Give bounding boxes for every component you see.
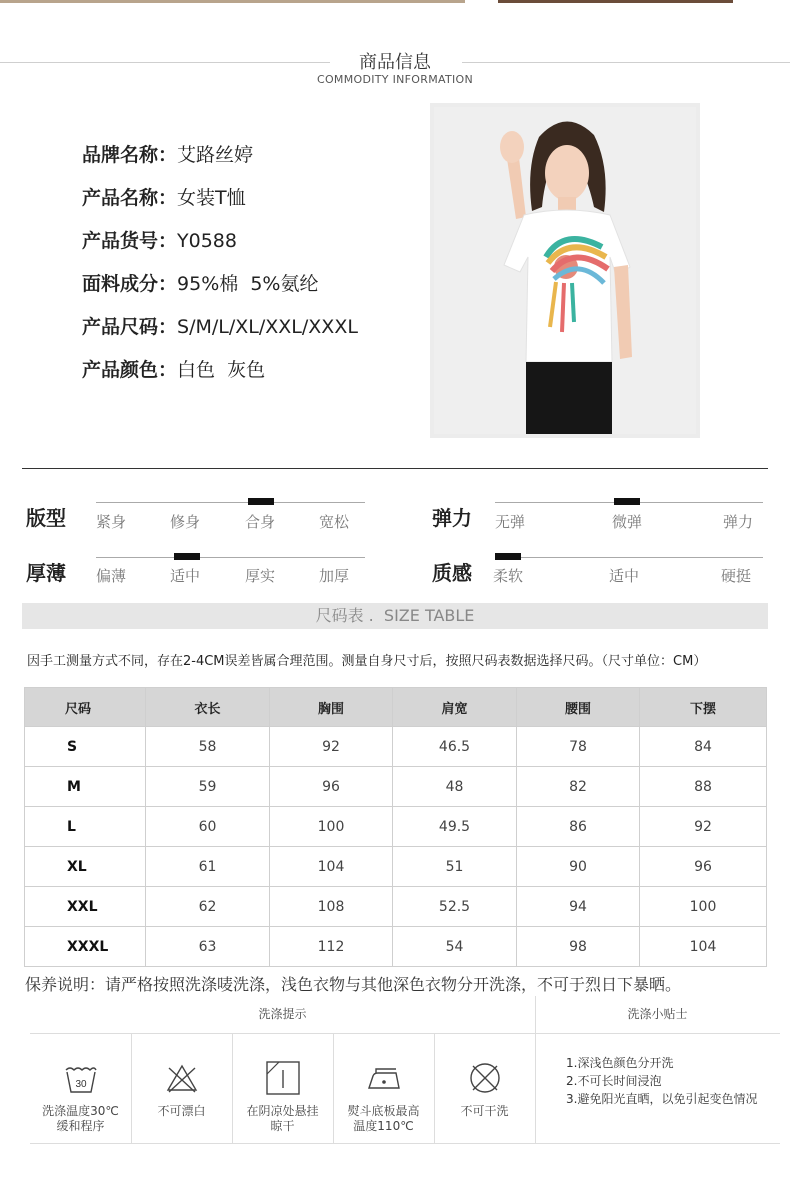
attr-thickness-marker [174, 553, 200, 560]
table-cell: 112 [270, 927, 393, 967]
wash-caption: 洗涤温度30℃ [42, 1104, 119, 1118]
table-cell: L [25, 807, 146, 847]
table-cell: 60 [146, 807, 270, 847]
table-cell: 94 [517, 887, 640, 927]
table-row [25, 847, 767, 887]
wash-caption: 不可漂白 [157, 1104, 206, 1118]
table-cell: M [25, 767, 146, 807]
table-cell: 82 [517, 767, 640, 807]
section-header [0, 48, 790, 92]
table-row [25, 887, 767, 927]
table-cell: 100 [640, 887, 767, 927]
header-cell: 衣长 [146, 688, 270, 727]
wash-tips-header: 洗涤小贴士 [627, 1007, 688, 1021]
wash-tips-list [566, 1054, 757, 1108]
table-row [25, 807, 767, 847]
wash-caption: 缓和程序 [56, 1119, 105, 1133]
wash-caption: 温度110℃ [353, 1119, 414, 1133]
table-cell: 104 [270, 847, 393, 887]
attr-elasticity-marker [614, 498, 640, 505]
table-cell: XXL [25, 887, 146, 927]
table-cell: 63 [146, 927, 270, 967]
product-info-list [82, 140, 422, 398]
table-cell: 59 [146, 767, 270, 807]
table-cell: 62 [146, 887, 270, 927]
table-cell: 96 [640, 847, 767, 887]
wash-cell [232, 1034, 333, 1143]
table-cell: 48 [393, 767, 517, 807]
table-row [25, 767, 767, 807]
table-cell: 108 [270, 887, 393, 927]
attr-fit-option: 紧身 [96, 513, 127, 531]
info-divider [22, 468, 768, 469]
attr-thickness-option: 厚实 [245, 567, 276, 585]
top-decoration [0, 0, 790, 4]
header-cell: 尺码 [25, 688, 146, 727]
attr-texture-name: 质感 [432, 561, 472, 585]
attr-fit-option: 修身 [170, 513, 201, 531]
attr-elasticity [432, 502, 772, 542]
wash-caption: 熨斗底板最高 [347, 1104, 420, 1118]
wash-caption: 不可干洗 [460, 1104, 509, 1118]
no-bleach-icon [164, 1060, 200, 1096]
table-cell: 88 [640, 767, 767, 807]
info-row-sizes: 产品尺码：S/M/L/XL/XXL/XXXL [82, 316, 358, 338]
wash-tip: 2.不可长时间浸泡 [566, 1074, 662, 1088]
attr-elasticity-name: 弹力 [432, 506, 472, 530]
iron-low-icon [366, 1060, 402, 1096]
table-cell: 96 [270, 767, 393, 807]
attr-elasticity-option: 微弹 [612, 513, 643, 531]
table-cell: 90 [517, 847, 640, 887]
attr-thickness-option: 加厚 [319, 567, 350, 585]
header-cell: 腰围 [517, 688, 640, 727]
section-title: 商品信息 [359, 52, 431, 73]
table-cell: 92 [270, 727, 393, 767]
table-cell: 92 [640, 807, 767, 847]
info-row-sku: 产品货号：Y0588 [82, 230, 237, 252]
wash-cell [131, 1034, 232, 1143]
wash-tip: 1.深浅色颜色分开洗 [566, 1056, 674, 1070]
attr-thickness-option: 偏薄 [96, 567, 127, 585]
table-cell: 49.5 [393, 807, 517, 847]
table-cell: 51 [393, 847, 517, 887]
attr-texture [432, 557, 772, 597]
attr-elasticity-option: 弹力 [723, 513, 754, 531]
attr-texture-option: 柔软 [493, 567, 524, 585]
attr-texture-marker [495, 553, 521, 560]
attr-thickness-option: 适中 [170, 567, 201, 585]
table-cell: XL [25, 847, 146, 887]
wash-cell [333, 1034, 434, 1143]
wash-30-icon [63, 1060, 99, 1096]
attr-fit-option: 宽松 [319, 513, 350, 531]
attr-elasticity-option: 无弹 [495, 513, 526, 531]
attr-fit-option: 合身 [245, 513, 276, 531]
info-row-fabric: 面料成分：95%棉 5%氨纶 [82, 273, 319, 295]
header-cell: 下摆 [640, 688, 767, 727]
attr-texture-option: 适中 [609, 567, 640, 585]
info-row-brand: 品牌名称：艾路丝婷 [82, 144, 254, 166]
product-photo [430, 103, 700, 438]
header-cell: 肩宽 [393, 688, 517, 727]
attr-thickness-name: 厚薄 [26, 561, 66, 585]
table-cell: 100 [270, 807, 393, 847]
wash-header: 洗涤提示 [258, 1007, 307, 1021]
attr-thickness [26, 557, 366, 597]
table-cell: S [25, 727, 146, 767]
svg-text:30: 30 [75, 1079, 87, 1090]
line-dry-shade-icon [265, 1060, 301, 1096]
table-cell: 86 [517, 807, 640, 847]
table-cell: 98 [517, 927, 640, 967]
header-cell: 胸围 [270, 688, 393, 727]
table-cell: 61 [146, 847, 270, 887]
info-row-colors: 产品颜色：白色 灰色 [82, 359, 266, 381]
attr-fit [26, 502, 366, 542]
info-row-name: 产品名称：女装T恤 [82, 187, 246, 209]
attr-texture-option: 硬挺 [721, 567, 752, 585]
table-cell: XXXL [25, 927, 146, 967]
care-instructions: 保养说明：请严格按照洗涤唛洗涤，浅色衣物与其他深色衣物分开洗涤，不可于烈日下暴晒。 [25, 975, 682, 994]
attr-fit-marker [248, 498, 274, 505]
wash-tip: 3.避免阳光直晒，以免引起变色情况 [566, 1092, 758, 1106]
table-row [25, 927, 767, 967]
attr-fit-name: 版型 [26, 506, 66, 530]
no-dry-clean-icon [467, 1060, 503, 1096]
table-cell: 46.5 [393, 727, 517, 767]
wash-panel [30, 996, 780, 1144]
table-cell: 104 [640, 927, 767, 967]
section-subtitle: COMMODITY INFORMATION [316, 73, 474, 86]
wash-cell [30, 1034, 131, 1143]
size-table-title: 尺码表 . SIZE TABLE [22, 603, 768, 629]
size-note: 因手工测量方式不同，存在2-4CM误差皆属合理范围。测量自身尺寸后，按照尺码表数据选择尺码。（尺寸单位：CM） [27, 654, 707, 669]
table-cell: 84 [640, 727, 767, 767]
wash-cell [434, 1034, 535, 1143]
table-cell: 78 [517, 727, 640, 767]
size-table-header-row [25, 688, 767, 727]
model-illustration [434, 107, 696, 434]
table-row [25, 727, 767, 767]
table-cell: 52.5 [393, 887, 517, 927]
table-cell: 54 [393, 927, 517, 967]
table-cell: 58 [146, 727, 270, 767]
wash-caption: 晾干 [270, 1119, 295, 1133]
size-table [24, 687, 767, 967]
wash-caption: 在阴凉处悬挂 [246, 1104, 319, 1118]
